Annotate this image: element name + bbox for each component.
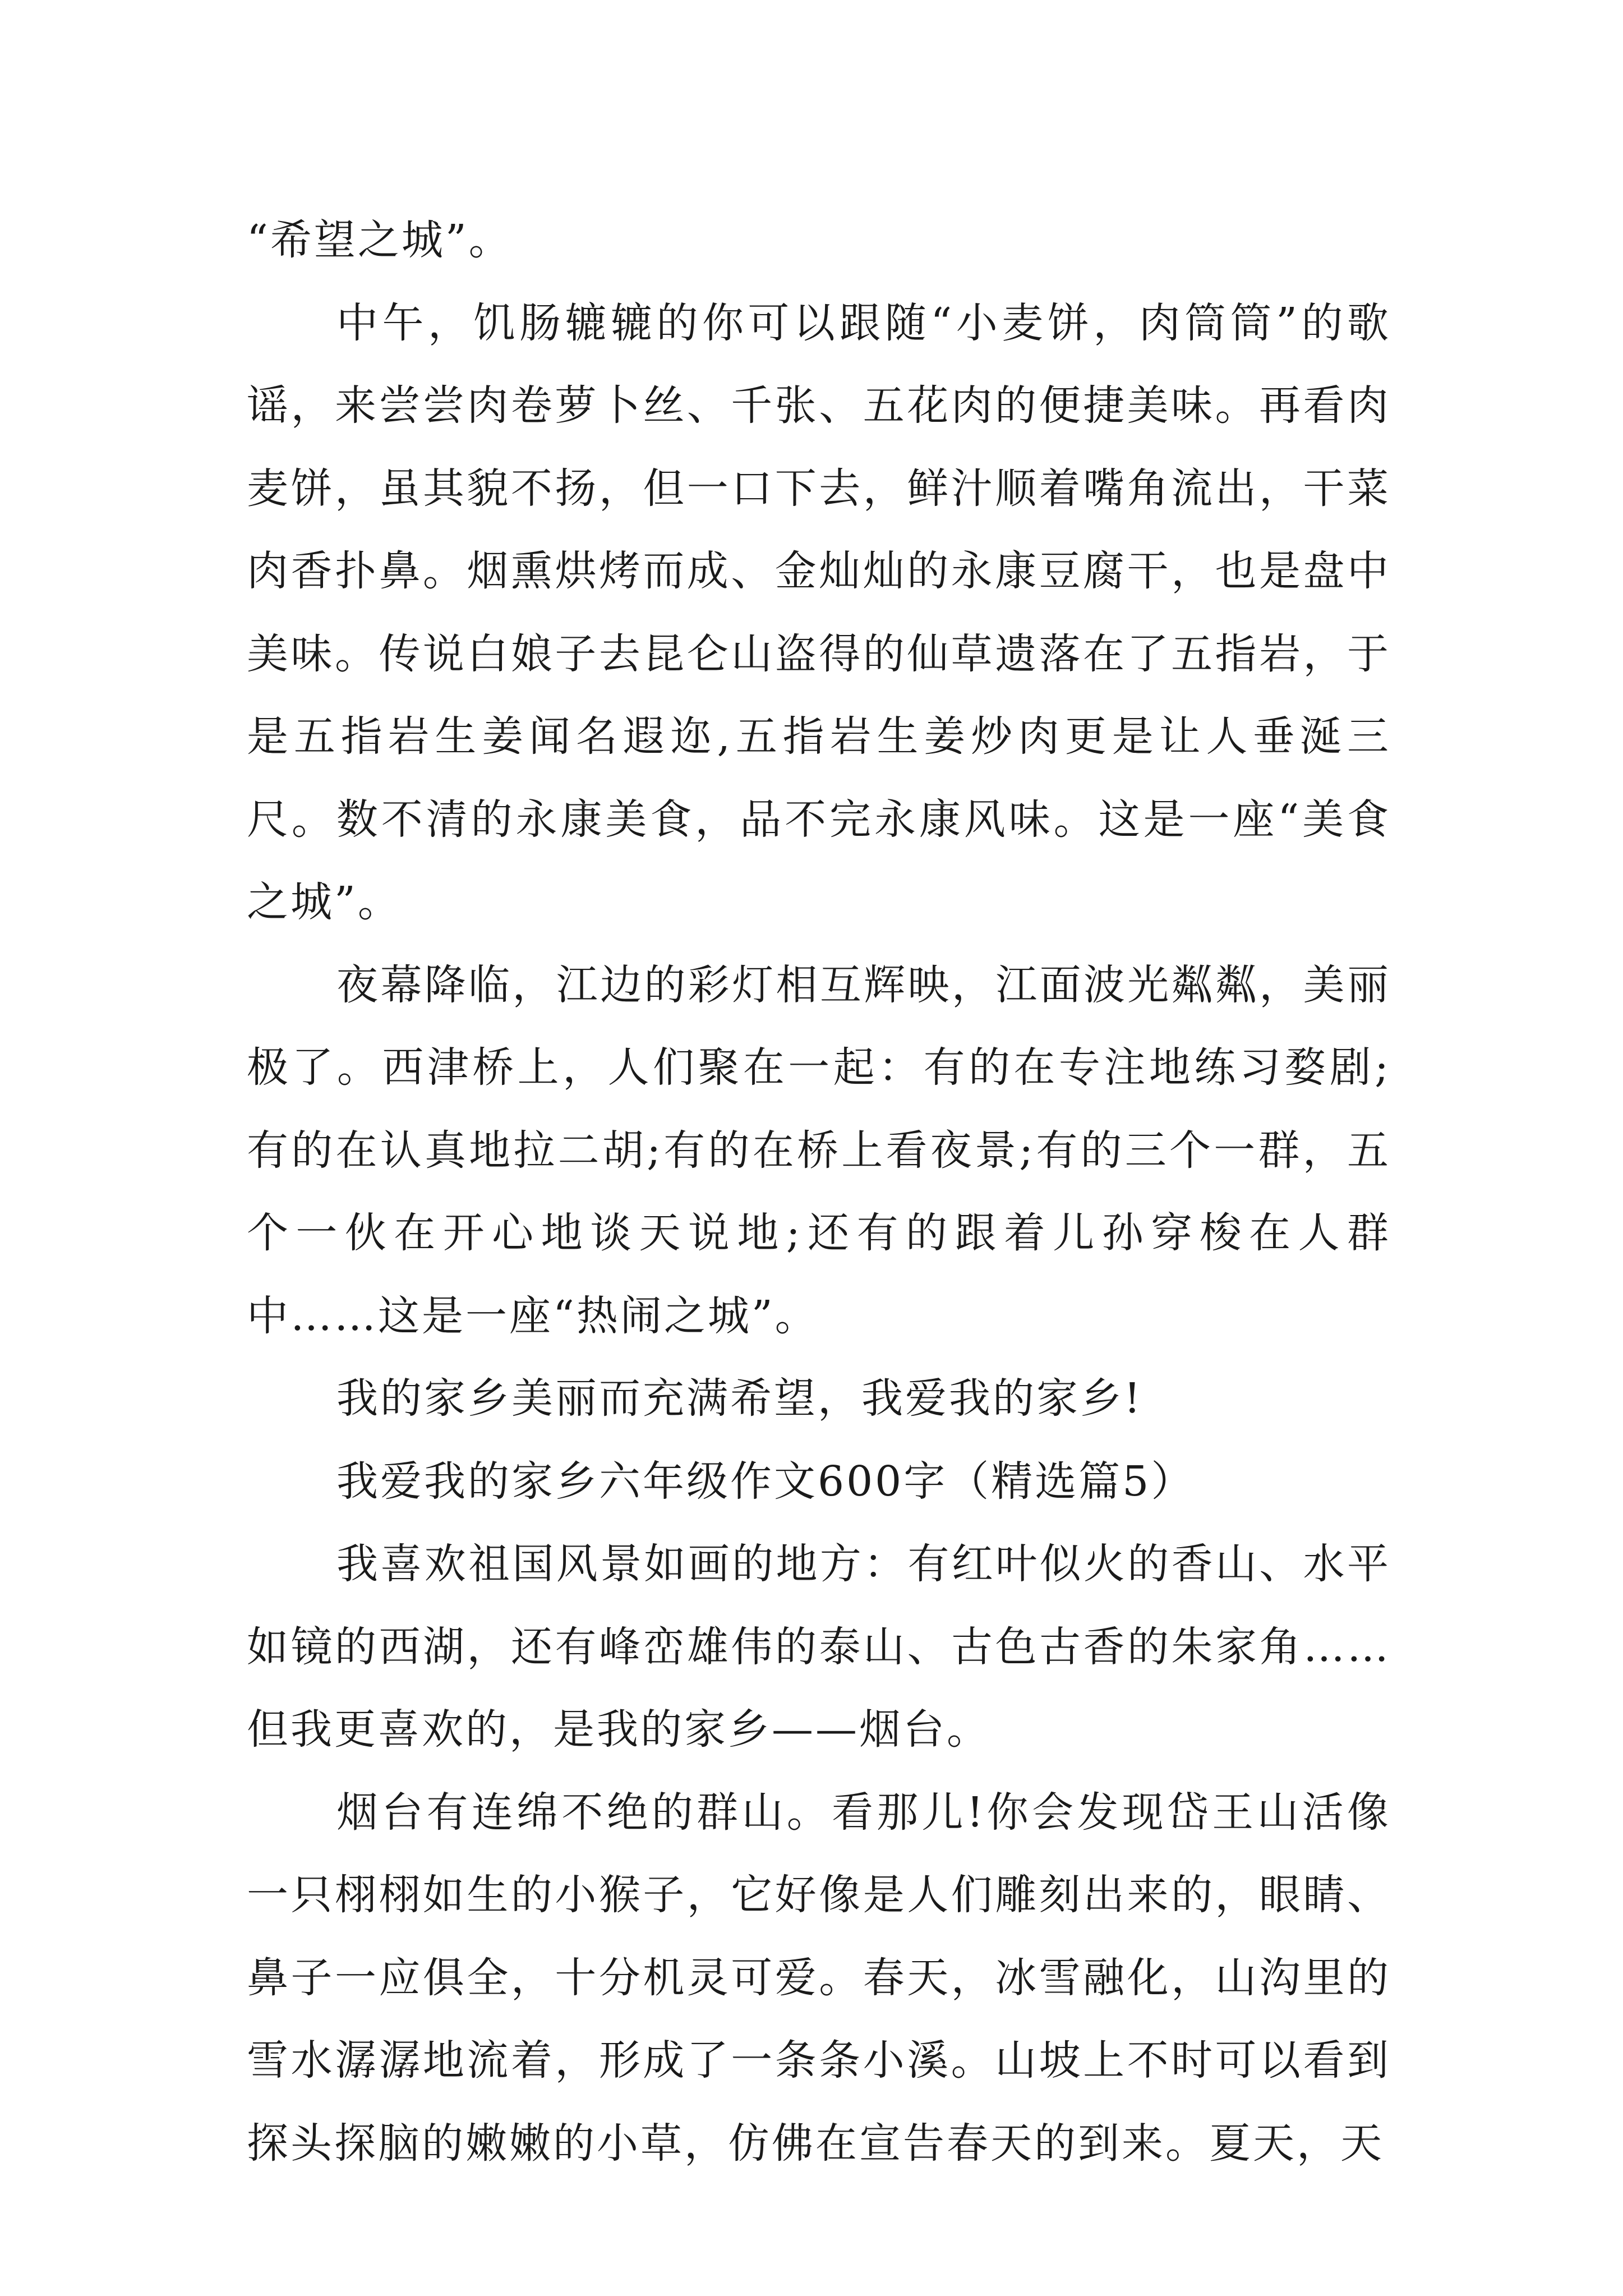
paragraph-food-city: 中午，饥肠辘辘的你可以跟随“小麦饼，肉筒筒”的歌谣，来尝尝肉卷萝卜丝、千张、五花肉的便捷美味。再看肉麦饼，虽其貌不扬，但一口下去，鲜汁顺着嘴角流出，干菜肉香扑鼻。烟熏烘烤而成、金灿灿的永康豆腐干，也是盘中美味。传说白娘子去昆仑山盗得的仙草遗落在了五指岩，于是五指岩生姜闻名遐迩,五指岩生姜炒肉更是让人垂涎三尺。数不清的永康美食，品不完永康风味。这是一座“美食之城”。	[247, 298, 1391, 926]
paragraph-scenery: 我喜欢祖国风景如画的地方：有红叶似火的香山、水平如镜的西湖，还有峰峦雄伟的泰山、古色古香的朱家角……但我更喜欢的，是我的家乡——烟台。	[247, 1540, 1391, 1754]
paragraph-fragment-hope-city: “希望之城”。	[247, 216, 513, 264]
paragraph-mountains: 烟台有连绵不绝的群山。看那儿!你会发现岱王山活像一只栩栩如生的小猴子，它好像是人们雕刻出来的，眼睛、鼻子一应俱全，十分机灵可爱。春天，冰雪融化，山沟里的雪水潺潺地流着，形成了一条条小溪。山坡上不时可以看到探头探脑的嫩嫩的小草，仿佛在宣告春天的到来。夏天，天	[247, 1788, 1391, 2168]
paragraph-conclusion: 我的家乡美丽而充满希望，我爱我的家乡!	[336, 1374, 1143, 1423]
paragraph-lively-city: 夜幕降临，江边的彩灯相互辉映，江面波光粼粼，美丽极了。西津桥上，人们聚在一起：有的在专注地练习婺剧;有的在认真地拉二胡;有的在桥上看夜景;有的三个一群，五个一伙在开心地谈天说地;还有的跟着儿孙穿梭在人群中……这是一座“热闹之城”。	[247, 960, 1391, 1340]
essay-heading: 我爱我的家乡六年级作文600字（精选篇5）	[336, 1457, 1195, 1506]
essay-body	[247, 199, 1391, 2185]
